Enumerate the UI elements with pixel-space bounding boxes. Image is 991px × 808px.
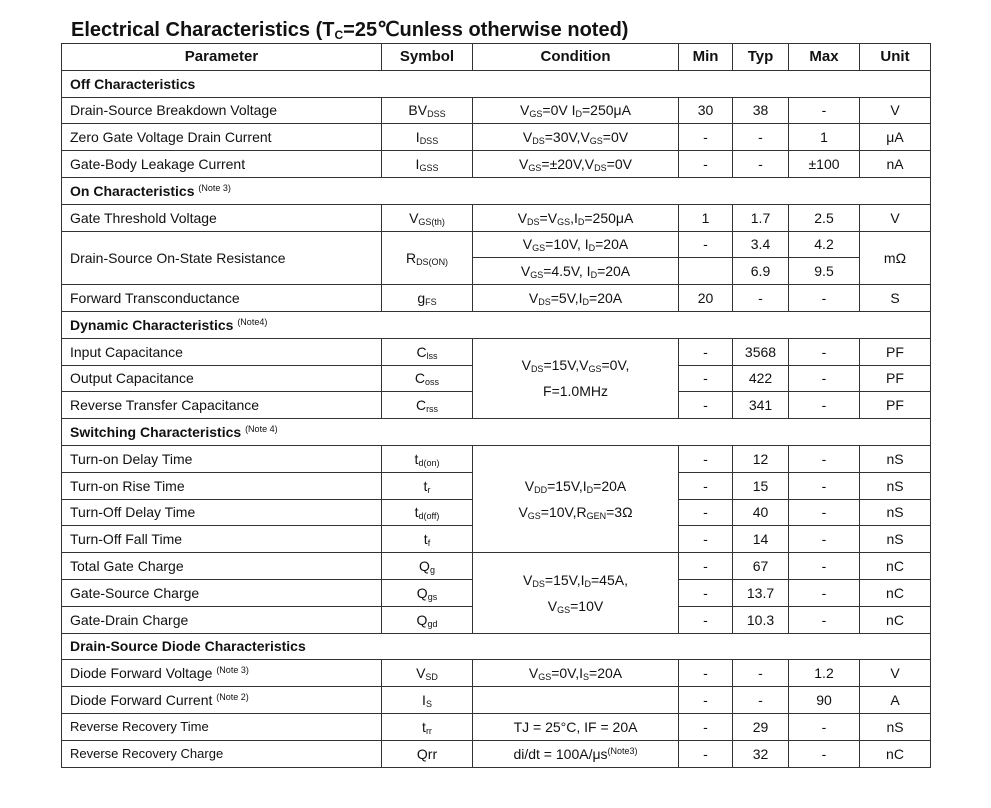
table-row bbox=[62, 285, 931, 312]
symbol-cell: $Q_{gs}$ bbox=[382, 579, 473, 606]
typ-cell: - bbox=[733, 124, 789, 151]
table-row bbox=[62, 338, 931, 365]
unit-cell: nA bbox=[860, 151, 931, 178]
param-cell: Turn-Off Delay Time bbox=[62, 499, 382, 526]
param-cell: Input Capacitance bbox=[62, 338, 382, 365]
table-row bbox=[62, 97, 931, 124]
min-cell: - bbox=[679, 606, 733, 633]
unit-cell: nC bbox=[860, 579, 931, 606]
max-cell: - bbox=[789, 445, 860, 472]
header-parameter: Parameter bbox=[62, 44, 382, 71]
section-diode: Drain-Source Diode Characteristics bbox=[62, 633, 931, 660]
typ-cell: - bbox=[733, 660, 789, 687]
header-row bbox=[62, 44, 931, 71]
page-title: Electrical Characteristics ($T_C=25℃unless$ otherwise noted) bbox=[71, 19, 629, 42]
min-cell: - bbox=[679, 526, 733, 553]
min-cell: 1 bbox=[679, 204, 733, 231]
condition-cell: $V_{GS}=0V$ $I_D=250\mu A$ bbox=[473, 97, 679, 124]
param-cell: Reverse Transfer Capacitance bbox=[62, 392, 382, 419]
typ-cell: 67 bbox=[733, 553, 789, 580]
param-cell: Gate Threshold Voltage bbox=[62, 204, 382, 231]
typ-cell: 14 bbox=[733, 526, 789, 553]
section-row bbox=[62, 311, 931, 338]
condition-cell: $V_{DS}=V_{GS},I_D=250\mu A$ bbox=[473, 204, 679, 231]
condition-cell: $V_{GS}=10V$, $I_D=20A$ bbox=[473, 231, 679, 258]
max-cell: 9.5 bbox=[789, 258, 860, 285]
typ-cell: 3568 bbox=[733, 338, 789, 365]
symbol-cell: $V_{SD}$ bbox=[382, 660, 473, 687]
typ-cell: 40 bbox=[733, 499, 789, 526]
param-cell: Gate-Body Leakage Current bbox=[62, 151, 382, 178]
typ-cell: 6.9 bbox=[733, 258, 789, 285]
typ-cell: - bbox=[733, 687, 789, 714]
min-cell: 30 bbox=[679, 97, 733, 124]
unit-cell: nS bbox=[860, 713, 931, 740]
param-cell: Reverse Recovery Charge bbox=[62, 740, 382, 767]
max-cell: - bbox=[789, 740, 860, 767]
min-cell: 20 bbox=[679, 285, 733, 312]
section-switching: Switching Characteristics $^{(Note 4)}$ bbox=[62, 419, 931, 446]
typ-cell: 38 bbox=[733, 97, 789, 124]
typ-cell: 15 bbox=[733, 472, 789, 499]
symbol-cell: $t_{d(on)}$ bbox=[382, 445, 473, 472]
min-cell: - bbox=[679, 713, 733, 740]
param-cell: Reverse Recovery Time bbox=[62, 713, 382, 740]
symbol-cell: $C_{rss}$ bbox=[382, 392, 473, 419]
condition-cell: $di/dt = 100A/\mu s^{(Note3)}$ bbox=[473, 740, 679, 767]
condition-cell: $V_{DS}=15V,I_D=45A$, $V_{GS}=10V$ bbox=[473, 553, 679, 633]
unit-cell: PF bbox=[860, 392, 931, 419]
symbol-cell: $R_{DS(ON)}$ bbox=[382, 231, 473, 285]
section-off: Off Characteristics bbox=[62, 70, 931, 97]
symbol-cell: $I_S$ bbox=[382, 687, 473, 714]
condition-cell bbox=[473, 687, 679, 714]
typ-cell: 341 bbox=[733, 392, 789, 419]
unit-cell: nC bbox=[860, 740, 931, 767]
param-cell: Diode Forward Current $^{(Note 2)}$ bbox=[62, 687, 382, 714]
header-condition: Condition bbox=[473, 44, 679, 71]
unit-cell: PF bbox=[860, 338, 931, 365]
section-row bbox=[62, 633, 931, 660]
unit-cell: nC bbox=[860, 553, 931, 580]
unit-cell: S bbox=[860, 285, 931, 312]
min-cell: - bbox=[679, 124, 733, 151]
param-cell: Forward Transconductance bbox=[62, 285, 382, 312]
header-unit: Unit bbox=[860, 44, 931, 71]
min-cell: - bbox=[679, 151, 733, 178]
section-on: On Characteristics $^{(Note 3)}$ bbox=[62, 177, 931, 204]
symbol-cell: $Q_{gd}$ bbox=[382, 606, 473, 633]
typ-cell: 1.7 bbox=[733, 204, 789, 231]
max-cell: - bbox=[789, 365, 860, 392]
min-cell: - bbox=[679, 687, 733, 714]
symbol-cell: $I_{GSS}$ bbox=[382, 151, 473, 178]
unit-cell: μA bbox=[860, 124, 931, 151]
param-cell: Drain-Source Breakdown Voltage bbox=[62, 97, 382, 124]
header-typ: Typ bbox=[733, 44, 789, 71]
unit-cell: mΩ bbox=[860, 231, 931, 285]
max-cell: 1.2 bbox=[789, 660, 860, 687]
section-row bbox=[62, 70, 931, 97]
symbol-cell: $t_{rr}$ bbox=[382, 713, 473, 740]
symbol-cell: $g_{FS}$ bbox=[382, 285, 473, 312]
min-cell: - bbox=[679, 740, 733, 767]
table-row bbox=[62, 124, 931, 151]
min-cell: - bbox=[679, 231, 733, 258]
typ-cell: 12 bbox=[733, 445, 789, 472]
min-cell bbox=[679, 258, 733, 285]
min-cell: - bbox=[679, 392, 733, 419]
unit-cell: V bbox=[860, 204, 931, 231]
typ-cell: 13.7 bbox=[733, 579, 789, 606]
unit-cell: nC bbox=[860, 606, 931, 633]
symbol-cell: $t_r$ bbox=[382, 472, 473, 499]
param-cell: Output Capacitance bbox=[62, 365, 382, 392]
max-cell: - bbox=[789, 285, 860, 312]
max-cell: 2.5 bbox=[789, 204, 860, 231]
typ-cell: - bbox=[733, 151, 789, 178]
param-cell: Turn-Off Fall Time bbox=[62, 526, 382, 553]
table-row bbox=[62, 687, 931, 714]
max-cell: - bbox=[789, 713, 860, 740]
symbol-cell: Qrr bbox=[382, 740, 473, 767]
typ-cell: 10.3 bbox=[733, 606, 789, 633]
header-min: Min bbox=[679, 44, 733, 71]
section-dynamic: Dynamic Characteristics $^{(Note4)}$ bbox=[62, 311, 931, 338]
min-cell: - bbox=[679, 365, 733, 392]
typ-cell: 422 bbox=[733, 365, 789, 392]
min-cell: - bbox=[679, 579, 733, 606]
max-cell: - bbox=[789, 579, 860, 606]
symbol-cell: $C_{lss}$ bbox=[382, 338, 473, 365]
condition-cell: $V_{DS}=5V,I_D=20A$ bbox=[473, 285, 679, 312]
symbol-cell: $t_f$ bbox=[382, 526, 473, 553]
symbol-cell: $Q_g$ bbox=[382, 553, 473, 580]
min-cell: - bbox=[679, 338, 733, 365]
table-row bbox=[62, 204, 931, 231]
max-cell: - bbox=[789, 553, 860, 580]
typ-cell: 29 bbox=[733, 713, 789, 740]
symbol-cell: $I_{DSS}$ bbox=[382, 124, 473, 151]
min-cell: - bbox=[679, 445, 733, 472]
unit-cell: nS bbox=[860, 445, 931, 472]
condition-cell: $V_{GS}=0V,I_S=20A$ bbox=[473, 660, 679, 687]
condition-cell: $V_{GS}=4.5V$, $I_D=20A$ bbox=[473, 258, 679, 285]
typ-cell: 3.4 bbox=[733, 231, 789, 258]
max-cell: - bbox=[789, 97, 860, 124]
table-row bbox=[62, 445, 931, 472]
min-cell: - bbox=[679, 553, 733, 580]
header-symbol: Symbol bbox=[382, 44, 473, 71]
param-cell: Diode Forward Voltage $^{(Note 3)}$ bbox=[62, 660, 382, 687]
table-row bbox=[62, 151, 931, 178]
unit-cell: nS bbox=[860, 472, 931, 499]
max-cell: - bbox=[789, 338, 860, 365]
param-cell: Gate-Source Charge bbox=[62, 579, 382, 606]
table-row bbox=[62, 660, 931, 687]
condition-cell: TJ = 25°C, IF = 20A bbox=[473, 713, 679, 740]
unit-cell: nS bbox=[860, 499, 931, 526]
max-cell: - bbox=[789, 472, 860, 499]
max-cell: 4.2 bbox=[789, 231, 860, 258]
max-cell: 90 bbox=[789, 687, 860, 714]
max-cell: - bbox=[789, 526, 860, 553]
typ-cell: - bbox=[733, 285, 789, 312]
condition-cell: $V_{GS}=\pm 20V,V_{DS}=0V$ bbox=[473, 151, 679, 178]
table-row bbox=[62, 740, 931, 767]
param-cell: Gate-Drain Charge bbox=[62, 606, 382, 633]
typ-cell: 32 bbox=[733, 740, 789, 767]
electrical-characteristics-table bbox=[61, 43, 931, 768]
param-cell: Zero Gate Voltage Drain Current bbox=[62, 124, 382, 151]
section-row bbox=[62, 177, 931, 204]
min-cell: - bbox=[679, 472, 733, 499]
condition-cell: $V_{DD}=15V,I_D=20A$ $V_{GS}=10V,R_{GEN}=3\Omega$ bbox=[473, 445, 679, 552]
header-max: Max bbox=[789, 44, 860, 71]
condition-cell: $V_{DS}=15V,V_{GS}=0V$, F=1.0MHz bbox=[473, 338, 679, 418]
unit-cell: V bbox=[860, 97, 931, 124]
unit-cell: nS bbox=[860, 526, 931, 553]
param-cell: Drain-Source On-State Resistance bbox=[62, 231, 382, 285]
param-cell: Turn-on Delay Time bbox=[62, 445, 382, 472]
max-cell: 1 bbox=[789, 124, 860, 151]
symbol-cell: $BV_{DSS}$ bbox=[382, 97, 473, 124]
condition-cell: $V_{DS}=30V,V_{GS}=0V$ bbox=[473, 124, 679, 151]
max-cell: ±100 bbox=[789, 151, 860, 178]
section-row bbox=[62, 419, 931, 446]
unit-cell: A bbox=[860, 687, 931, 714]
table-row bbox=[62, 553, 931, 580]
symbol-cell: $V_{GS(th)}$ bbox=[382, 204, 473, 231]
min-cell: - bbox=[679, 499, 733, 526]
table-row bbox=[62, 231, 931, 258]
symbol-cell: $t_{d(off)}$ bbox=[382, 499, 473, 526]
symbol-cell: $C_{oss}$ bbox=[382, 365, 473, 392]
max-cell: - bbox=[789, 499, 860, 526]
param-cell: Total Gate Charge bbox=[62, 553, 382, 580]
min-cell: - bbox=[679, 660, 733, 687]
max-cell: - bbox=[789, 392, 860, 419]
table-row bbox=[62, 713, 931, 740]
max-cell: - bbox=[789, 606, 860, 633]
param-cell: Turn-on Rise Time bbox=[62, 472, 382, 499]
unit-cell: PF bbox=[860, 365, 931, 392]
unit-cell: V bbox=[860, 660, 931, 687]
